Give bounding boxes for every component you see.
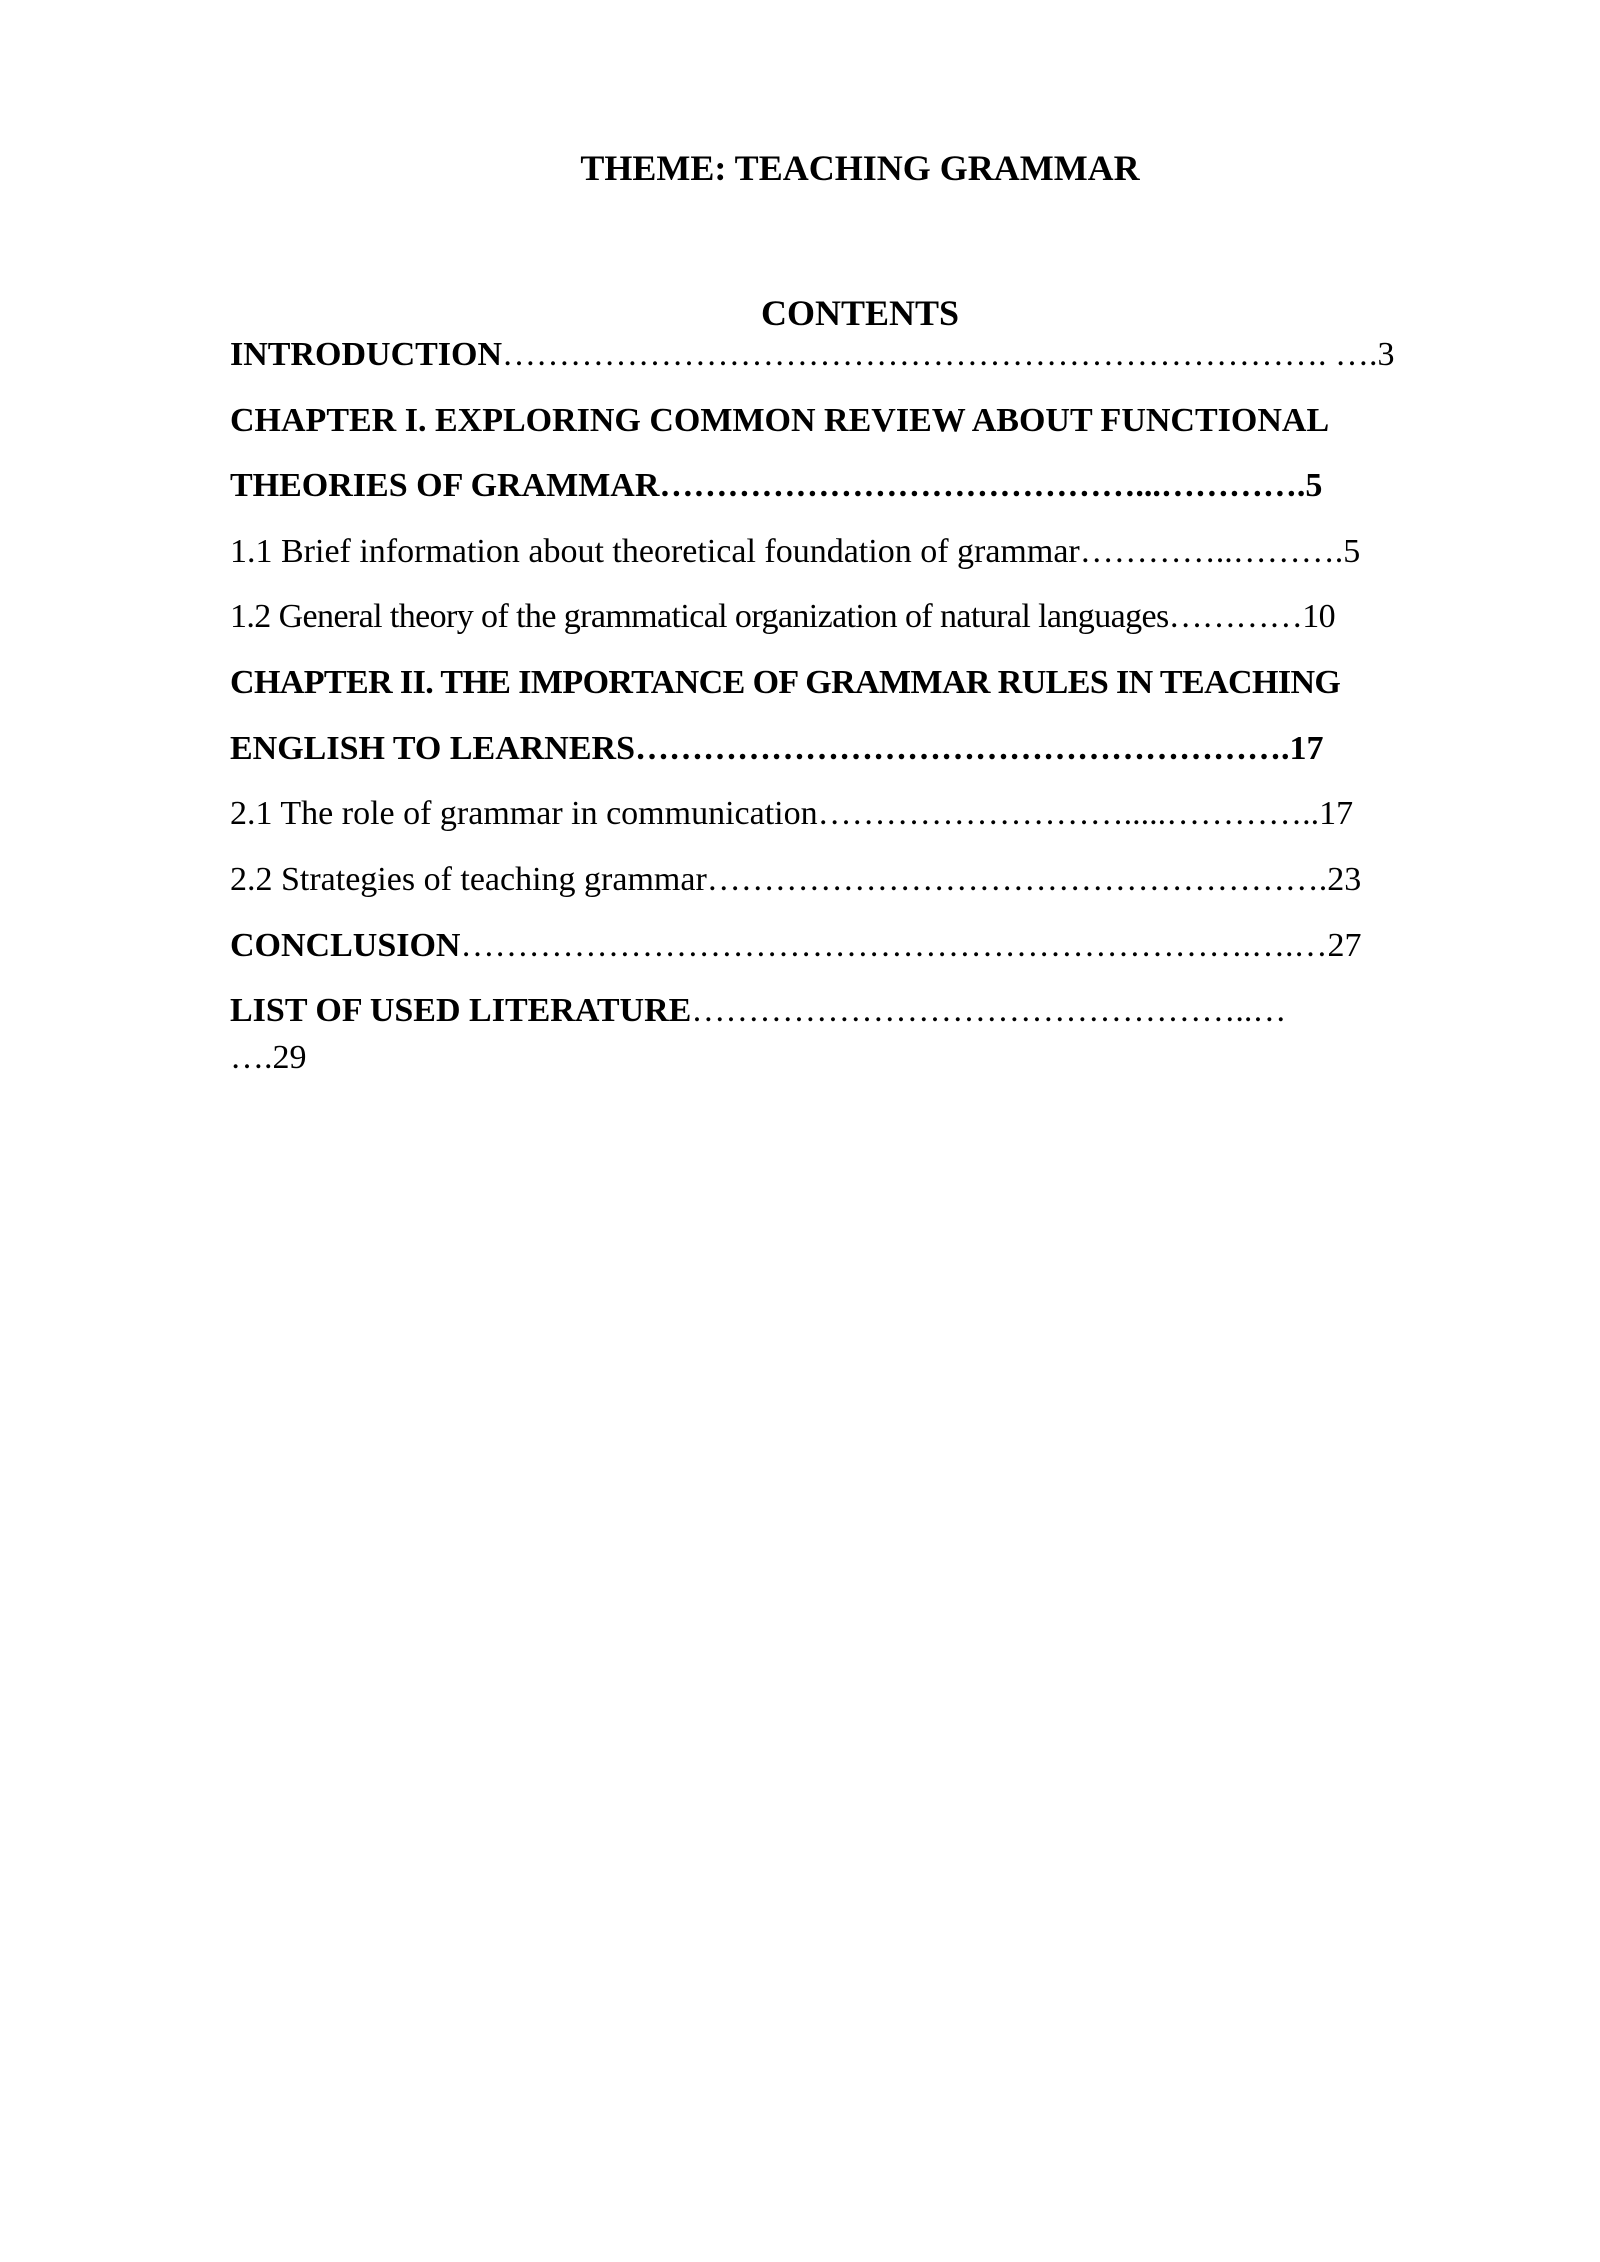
toc-leader: ………… [1168,598,1303,635]
toc-entry-literature-page[interactable] [230,1041,307,1075]
toc-entry-literature[interactable] [230,994,1286,1028]
toc-entry-introduction[interactable] [230,338,1395,372]
toc-page-number: 17 [1319,795,1354,832]
toc-leader: …………………………………………………………….….… [460,927,1328,964]
toc-entry-title: 2.1 The role of grammar in communication [230,795,818,832]
toc-entry-title: CHAPTER I. EXPLORING COMMON REVIEW ABOUT FUNCTIONAL [230,402,1330,439]
toc-entry-title: INTRODUCTION [230,336,503,373]
toc-entry-chapter1-line2[interactable] [230,469,1322,503]
toc-leader: ……………………….....………….. [817,795,1320,832]
toc-page-number: ….29 [230,1039,307,1076]
toc-leader: …………..………. [1079,533,1344,570]
toc-entry-title: 2.2 Strategies of teaching grammar [230,861,707,898]
toc-entry-title: CONCLUSION [230,927,461,964]
toc-entry-title: CHAPTER II. THE IMPORTANCE OF GRAMMAR RULES IN TEACHING [230,664,1341,701]
toc-page-number: 17 [1289,730,1324,767]
toc-entry-title: LIST OF USED LITERATURE [230,992,692,1029]
toc-page-number: 27 [1327,927,1362,964]
toc-page-number: 10 [1302,598,1336,635]
toc-entry-chapter2-line1[interactable] [230,666,1340,700]
toc-entry-chapter1-line1[interactable] [230,404,1329,438]
toc-entry-section-1-2[interactable] [230,600,1335,634]
toc-leader: ………………………………………………………………. … [502,336,1370,373]
toc-leader: …………………………………………………. [635,730,1290,767]
toc-page-number: 5 [1343,533,1361,570]
toc-page-number: 23 [1327,861,1362,898]
toc-entry-title: 1.2 General theory of the grammatical organization of natural languages [230,598,1169,635]
contents-heading: CONTENTS [760,293,960,333]
toc-entry-section-2-1[interactable] [230,797,1353,831]
toc-entry-section-1-1[interactable] [230,535,1360,569]
toc-entry-conclusion[interactable] [230,929,1361,963]
toc-page-number: .5 [1296,467,1323,504]
toc-entry-section-2-2[interactable] [230,863,1361,897]
toc-leader: ………………………………………………. [706,861,1328,898]
toc-entry-chapter2-line2[interactable] [230,732,1324,766]
document-theme-title: THEME: TEACHING GRAMMAR [580,148,1140,188]
toc-entry-title: ENGLISH TO LEARNERS [230,730,635,767]
toc-page-number: .3 [1369,336,1395,373]
toc-entry-title: 1.1 Brief information about theoretical foundation of grammar [230,533,1080,570]
toc-leader: ……………………………………...………… [659,467,1297,504]
toc-leader: …………………………………………..… [691,992,1287,1029]
toc-entry-title: THEORIES OF GRAMMAR [230,467,660,504]
